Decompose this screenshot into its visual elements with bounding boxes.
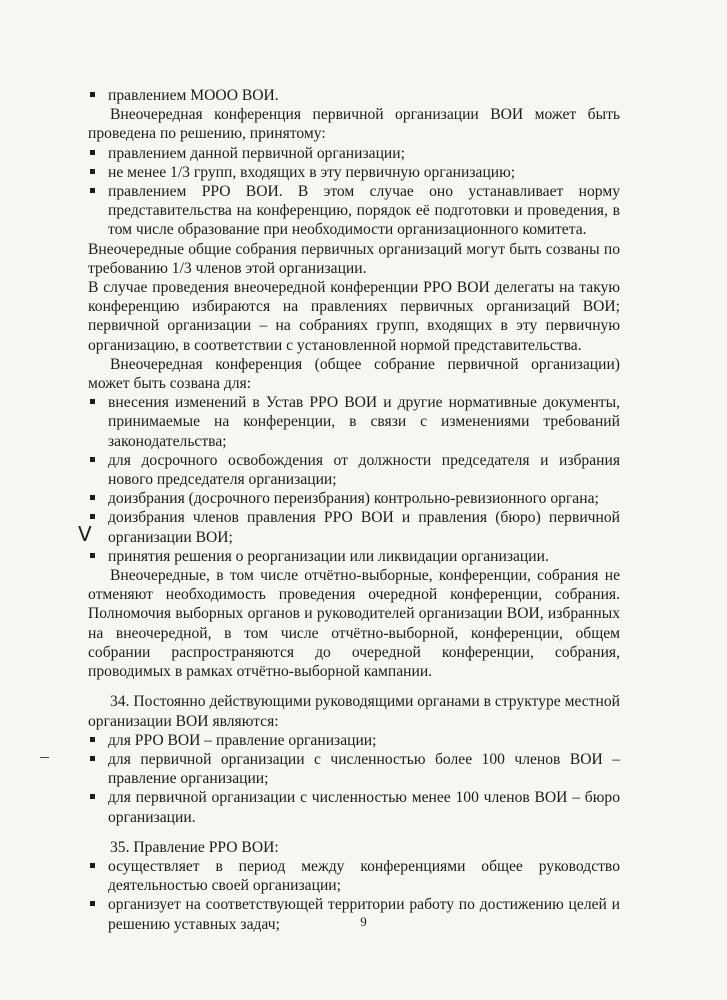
paragraph: В случае проведения внеочередной конференции РРО ВОИ делегаты на такую конференцию избираются на правлениях первичных организаций ВОИ; первичной организации – на собраниях групп, входящих в эту первичную организацию, в соответствии с установленной нормой представительства. [88, 279, 620, 354]
bullet-item: не менее 1/3 групп, входящих в эту первичную организацию; [88, 163, 620, 182]
bullet-item: для первичной организации с численностью менее 100 членов ВОИ – бюро организации. [88, 788, 620, 826]
paragraph: Внеочередная конференция первичной организации ВОИ может быть проведена по решению, принятому: [88, 106, 620, 143]
bullet-item: для первичной организации с численностью более 100 членов ВОИ – правление организации; [88, 750, 620, 788]
paragraph: Внеочередные общие собрания первичных организаций могут быть созваны по требованию 1/3 членов этой организации. [88, 240, 620, 277]
bullet-item: доизбрания (досрочного переизбрания) контрольно-ревизионного органа; [88, 489, 620, 508]
bullet-item: правлением МООО ВОИ. [88, 86, 620, 105]
bullet-item: для РРО ВОИ – правление организации; [88, 731, 620, 750]
handwritten-check-mark: V [78, 522, 92, 546]
bullet-item: правлением данной первичной организации; [88, 144, 620, 163]
document-body [88, 86, 620, 934]
bullet-item: принятия решения о реорганизации или ликвидации организации. [88, 547, 620, 566]
bullet-item: доизбрания членов правления РРО ВОИ и правления (бюро) первичной организации ВОИ; [88, 508, 620, 546]
bullet-item: внесения изменений в Устав РРО ВОИ и другие нормативные документы, принимаемые на конференции, в связи с изменениями требований законодательства; [88, 393, 620, 451]
paragraph: 35. Правление РРО ВОИ: [110, 838, 279, 856]
bullet-item: для досрочного освобождения от должности председателя и избрания нового председателя организации; [88, 451, 620, 489]
bullet-item: правлением РРО ВОИ. В этом случае оно устанавливает норму представительства на конференцию, порядок её подготовки и проведения, в том числе образование при необходимости организационного комитета. [88, 182, 620, 240]
page-number: 9 [360, 914, 367, 929]
margin-dash [40, 757, 49, 758]
paragraph: Внеочередные, в том числе отчётно-выборные, конференции, собрания не отменяют необходимость проведения очередной конференции, собрания. Полномочия выборных органов и руководителей организации ВОИ, избранных на внеочередной, в том числе отчётно-выборной, конференции, общем собрании распространяются до очередной конференции, собрания, проводимых в рамках отчётно-выборной кампании. [88, 567, 620, 681]
bullet-item: осуществляет в период между конференциями общее руководство деятельностью своей организации; [88, 857, 620, 895]
paragraph: 34. Постоянно действующими руководящими органами в структуре местной организации ВОИ являются: [88, 693, 620, 730]
paragraph: Внеочередная конференция (общее собрание первичной организации) может быть созвана для: [88, 355, 620, 393]
bullet-item: организует на соответствующей территории работу по достижению целей и решению уставных задач; [88, 895, 620, 933]
